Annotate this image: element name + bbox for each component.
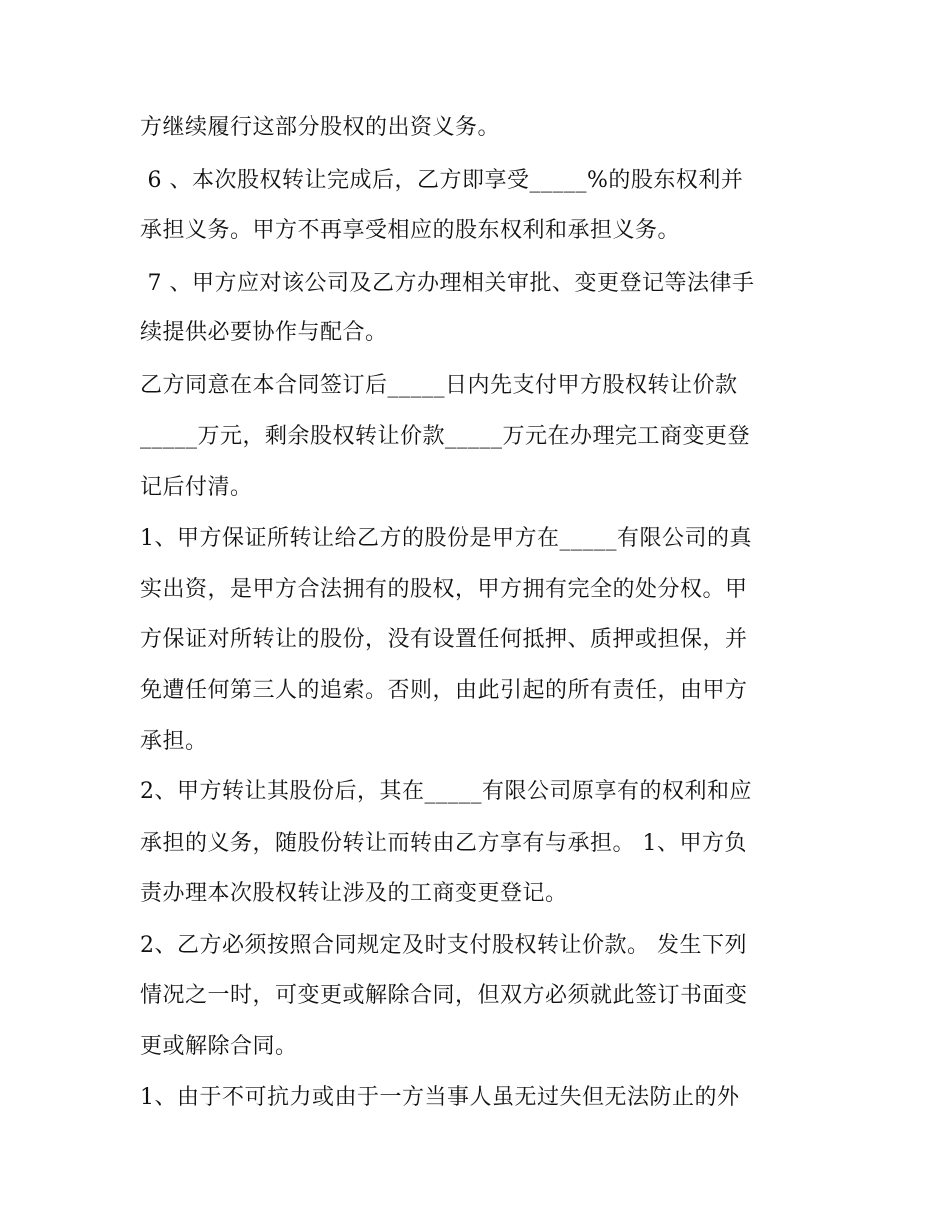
text-line: 实出资，是甲方合法拥有的股权，甲方拥有完全的处分权。甲	[140, 577, 748, 602]
text-line: 1、由于不可抗力或由于一方当事人虽无过失但无法防止的外	[140, 1085, 740, 1110]
text-line: 方继续履行这部分股权的出资义务。	[140, 115, 501, 140]
text-line: 责办理本次股权转让涉及的工商变更登记。	[140, 881, 568, 906]
text-line: 更或解除合同。	[140, 1034, 298, 1059]
text-line: 6 、本次股权转让完成后，乙方即享受_____%的股东权利并	[140, 168, 744, 193]
text-line: 续提供必要协作与配合。	[140, 320, 388, 345]
text-line: 免遭任何第三人的追索。否则，由此引起的所有责任，由甲方	[140, 678, 748, 703]
text-line: 2、甲方转让其股份后，其在_____有限公司原享有的权利和应	[140, 779, 752, 804]
text-line: 情况之一时，可变更或解除合同，但双方必须就此签订书面变	[140, 983, 748, 1008]
text-line: 1、甲方保证所转让给乙方的股份是甲方在_____有限公司的真	[140, 526, 752, 551]
text-line: 乙方同意在本合同签订后_____日内先支付甲方股权转让价款	[140, 373, 738, 398]
text-line: _____万元，剩余股权转让价款_____万元在办理完工商变更登	[140, 424, 751, 449]
text-line: 2、乙方必须按照合同规定及时支付股权转让价款。 发生下列	[140, 933, 747, 958]
text-line: 承担义务。甲方不再享受相应的股东权利和承担义务。	[140, 218, 681, 243]
text-line: 方保证对所转让的股份，没有设置任何抵押、质押或担保，并	[140, 627, 748, 652]
text-line: 记后付清。	[140, 475, 253, 500]
text-line: 7 、甲方应对该公司及乙方办理相关审批、变更登记等法律手	[140, 271, 755, 296]
text-line: 承担。	[140, 729, 208, 754]
text-line: 承担的义务，随股份转让而转由乙方享有与承担。 1、甲方负	[140, 831, 747, 856]
